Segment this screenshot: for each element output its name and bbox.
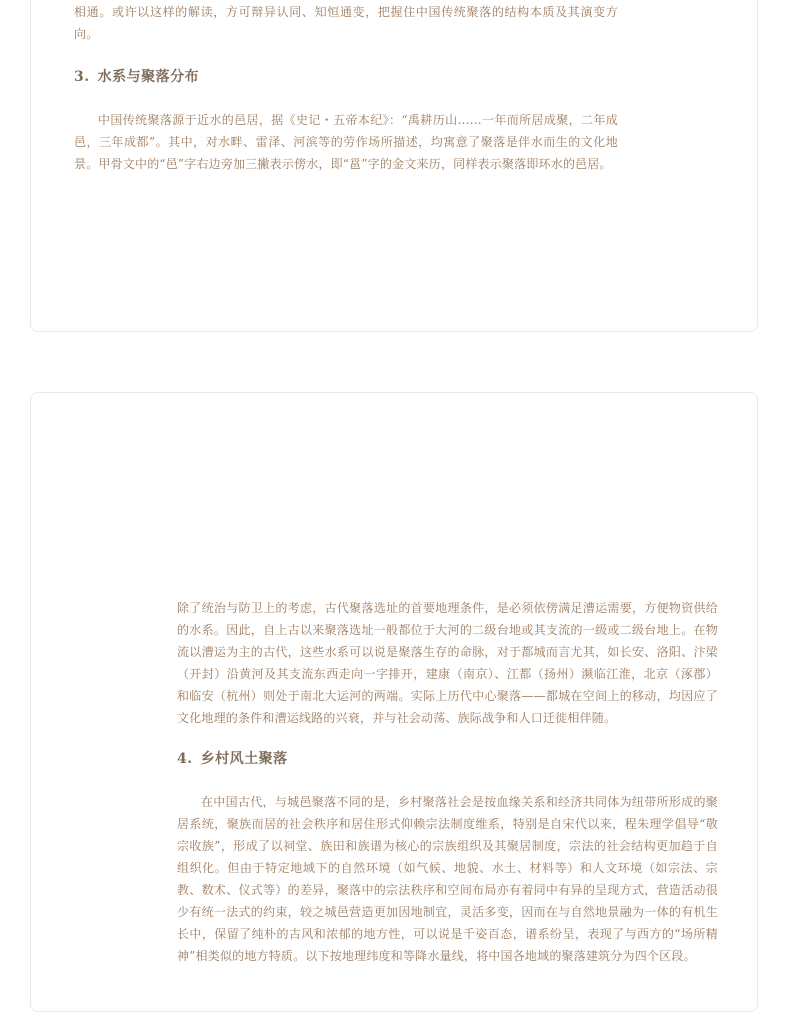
section-number: 3. <box>74 69 90 85</box>
section-heading-water-system <box>74 67 199 87</box>
section-number: 4. <box>177 751 193 767</box>
paragraph-site-selection: 除了统治与防卫上的考虑，古代聚落选址的首要地理条件，是必须依傍满足漕运需要，方便物资供给的水系。因此，自上古以来聚落选址一般都位于大河的二级台地或其支流的一级或二级台地上。在物流以漕运为主的古代，这些水系可以说是聚落生存的命脉，对于都城而言尤其，如长安、洛阳、汴梁（开封）沿黄河及其支流东西走向一字排开，建康（南京）、江都（扬州）濒临江淮，北京（涿郡）和临安（杭州）则处于南北大运河的两端。实际上历代中心聚落——都城在空间上的移动，均因应了文化地理的条件和漕运线路的兴衰，并与社会动荡、族际战争和人口迁徙相伴随。 <box>177 601 718 725</box>
paragraph-rural-settlement: 在中国古代，与城邑聚落不同的是，乡村聚落社会是按血缘关系和经济共同体为纽带所形成的聚居系统，聚族而居的社会秩序和居住形式仰赖宗法制度维系，特别是自宋代以来，程朱理学倡导“敬宗收族”，形成了以祠堂、族田和族谱为核心的宗族组织及其聚居制度，宗法的社会结构更加趋于自组织化。但由于特定地域下的自然环境（如气候、地貌、水土、材料等）和人文环境（如宗法、宗教、数术、仪式等）的差异，聚落中的宗法秩序和空间布局亦有着同中有异的呈现方式，营造活动很少有统一法式的约束，较之城邑营造更加因地制宜，灵活多变，因而在与自然地景融为一体的有机生长中，保留了纯朴的古风和浓郁的地方性，可以说是千姿百态，谱系纷呈，表现了与西方的“场所精神”相类似的地方特质。以下按地理纬度和等降水量线，将中国各地域的聚落建筑分为四个区段。 <box>177 795 718 963</box>
section-title: 乡村风土聚落 <box>200 751 288 767</box>
section-heading-rural-settlement <box>177 749 288 769</box>
article-card-top <box>30 0 758 332</box>
article-card-bottom <box>30 392 758 1012</box>
paragraph-water-system: 中国传统聚落源于近水的邑居，据《史记・五帝本纪》：“禹耕历山……一年而所居成聚，二年成邑，三年成都”。其中，对水畔、雷泽、河滨等的劳作场所描述，均寓意了聚落是伴水而生的文化地景。甲骨文中的“邑”字右边旁加三撇表示傍水，即“邕”字的金文来历，同样表示聚落即环水的邑居。 <box>74 113 618 171</box>
section-title: 水系与聚落分布 <box>97 69 200 85</box>
paragraph-tail: 相通。或许以这样的解读，方可辩异认同、知恒通变，把握住中国传统聚落的结构本质及其演变方向。 <box>74 5 618 41</box>
